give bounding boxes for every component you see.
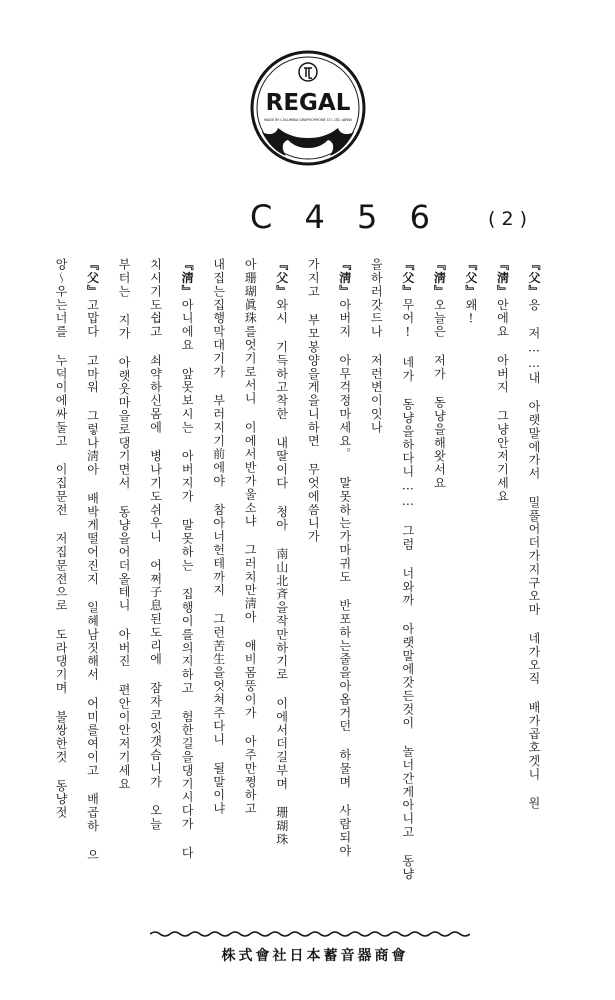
regal-record-label-logo [248, 48, 368, 168]
speaker-label: 『淸』 [495, 258, 510, 299]
company-name: 株式會社日本蓄音器商會 [221, 948, 409, 964]
speaker-label: 『淸』 [180, 258, 195, 299]
line-text: 을하러갓드나 저런변이잇나 [369, 258, 384, 435]
lyric-line [430, 258, 447, 918]
logo-tagline: MADE BY COLUMBIA GRAPHOPHONE CO. LTD. JAPAN [264, 118, 352, 122]
speaker-label: 『父』 [85, 258, 100, 299]
line-text: 내집는집행막대기가 부러지기前에야 참아너헌테까지 그런苦生을엇쳐주다니 될말이냐 [211, 258, 226, 816]
line-text: 부터는 지가 아랫웃마을로댕기면서 동냥을어더올테니 아버진 편안이안저기세요 [117, 258, 132, 791]
line-text: 아버지 아무걱정마세요。 말못하는가마귀도 반포하는줄을아옵거던 하물며 사람되야 [337, 298, 352, 858]
line-text: 치시기도쉽고 쇠약하신몸에 병나기도쉬우니 어쩌子息된도리에 잠자코잇갯슴니가 오늘 [148, 258, 163, 831]
speaker-label: 『淸』 [432, 258, 447, 299]
lyric-line [525, 258, 542, 918]
line-text: 아니에요 앞못보시는 아버지가 말못하는 집행이를의지하고 험한길을댕기시다가 다 [180, 298, 195, 860]
page-number: ( 2 ) [488, 208, 527, 230]
lyric-line [336, 258, 353, 918]
lyric-line [147, 258, 164, 918]
decorative-wavy-rule [150, 930, 470, 938]
lyric-line [210, 258, 227, 918]
lyric-line [52, 258, 69, 918]
catalog-number: C 4 5 6 [250, 198, 441, 236]
speaker-label: 『父』 [526, 258, 541, 299]
line-text: 가지고 부모봉양을게을니하면 무엇에씀니가 [306, 258, 321, 544]
line-text: 앙～우는너를 누덕이에싸둘고 이집문전 저집문전으로 도라댕기며 불쌍한것 동냥젓 [54, 258, 68, 820]
line-text: 아珊瑚眞珠를엇기로서니 이에서반가울소냐 그러치만淸아 애비몸뚱이가 아주만쩡하고 [243, 258, 258, 816]
line-text: 무어! 네가 동냥을하다니…… 그럼 너와까 아랫말에갓든것이 놀너간게아니고 동냥 [400, 298, 415, 882]
lyric-line [304, 258, 321, 918]
lyric-line [115, 258, 132, 918]
lyric-line [462, 258, 479, 918]
lyrics-columns [52, 258, 542, 918]
line-text: 안에요 아버지 그냥안저기세요 [495, 298, 510, 504]
line-text: 오늘은 저가 동냥을해왓서요 [432, 298, 447, 490]
line-text: 와시 기득하고착한 내딸이다 청아 南山北斉을작만하기로 이에서더길부며 珊瑚珠 [274, 298, 289, 847]
logo-brand: REGAL [265, 90, 351, 116]
speaker-label: 『父』 [274, 258, 289, 299]
line-text: 왜! [463, 298, 478, 328]
lyric-line [241, 258, 258, 918]
lyric-line [178, 258, 195, 918]
line-text: 고맙다 고마워 그렇나淸아 배박게떨어진지 일혜남짓해서 어미를여이고 배곱하 으 [85, 298, 100, 862]
lyric-line [273, 258, 290, 918]
line-text: 응 저……내 아랫말에가서 밀풀어더가지구오마 네가오직 배가곱호겟니 원 [526, 298, 541, 811]
lyric-line [367, 258, 384, 918]
speaker-label: 『父』 [400, 258, 415, 299]
lyric-line [493, 258, 510, 918]
lyric-line [84, 258, 101, 918]
lyric-line [399, 258, 416, 918]
speaker-label: 『父』 [463, 258, 478, 299]
speaker-label: 『淸』 [337, 258, 352, 299]
